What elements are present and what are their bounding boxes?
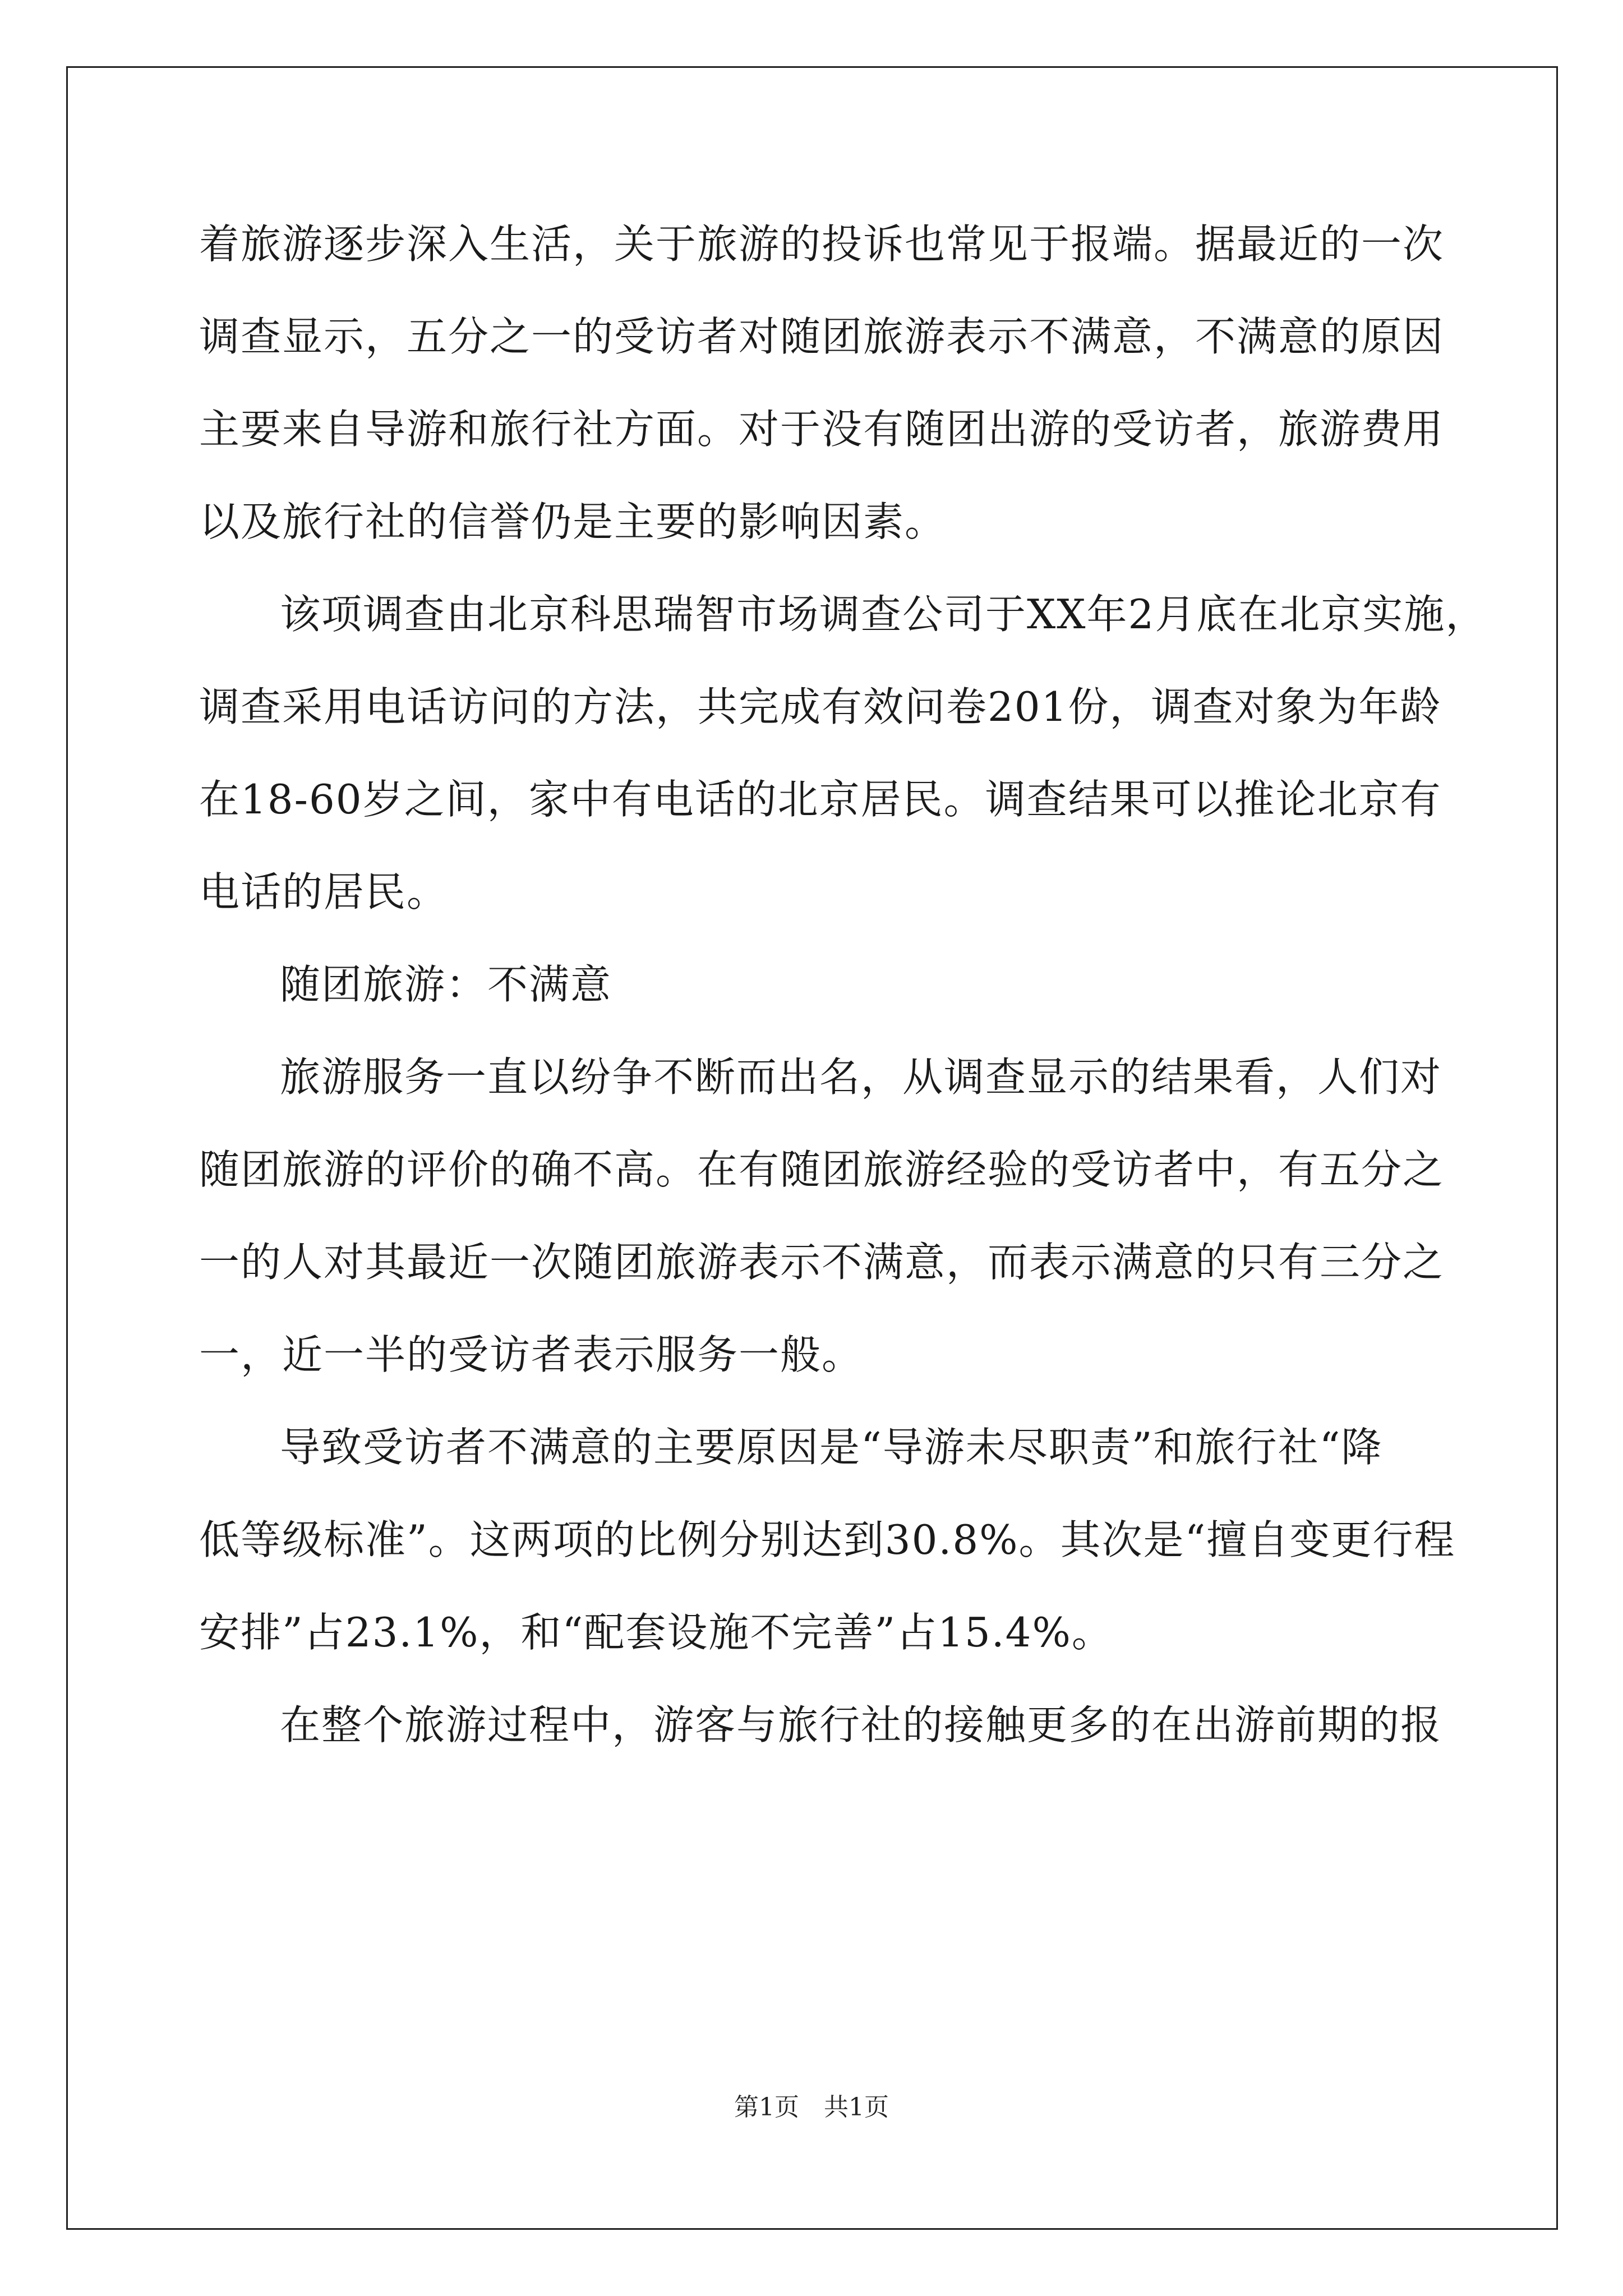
text-line: 以及旅行社的信誉仍是主要的影响因素。 <box>199 498 947 545</box>
text-line: 电话的居民。 <box>199 868 449 915</box>
text-line: 在整个旅游过程中，游客与旅行社的接触更多的在出游前期的报 <box>280 1701 1442 1749</box>
text-line: 该项调查由北京科思瑞智市场调查公司于XX年2月底在北京实施， <box>280 591 1487 638</box>
text-line: 调查显示，五分之一的受访者对随团旅游表示不满意，不满意的原因 <box>199 313 1445 360</box>
page-footer: 第1页 共1页 <box>734 2093 889 2122</box>
text-line: 旅游服务一直以纷争不断而出名，从调查显示的结果看，人们对 <box>280 1053 1442 1101</box>
text-line: 一的人对其最近一次随团旅游表示不满意，而表示满意的只有三分之 <box>199 1239 1445 1286</box>
section-heading: 随团旅游：不满意 <box>280 961 612 1008</box>
text-line: 随团旅游的评价的确不高。在有随团旅游经验的受访者中，有五分之 <box>199 1146 1445 1193</box>
text-line: 主要来自导游和旅行社方面。对于没有随团出游的受访者，旅游费用 <box>199 406 1445 453</box>
text-line: 导致受访者不满意的主要原因是“导游未尽职责”和旅行社“降 <box>280 1424 1383 1471</box>
text-line: 在18-60岁之间，家中有电话的北京居民。调查结果可以推论北京有 <box>199 776 1442 823</box>
text-line: 调查采用电话访问的方法，共完成有效问卷201份，调查对象为年龄 <box>199 683 1442 730</box>
text-line: 着旅游逐步深入生活，关于旅游的投诉也常见于报端。据最近的一次 <box>199 220 1445 268</box>
text-line: 安排”占23.1%，和“配套设施不完善”占15.4%。 <box>199 1609 1113 1656</box>
text-line: 低等级标准”。这两项的比例分别达到30.8%。其次是“擅自变更行程 <box>199 1516 1456 1563</box>
text-line: 一，近一半的受访者表示服务一般。 <box>199 1331 864 1378</box>
